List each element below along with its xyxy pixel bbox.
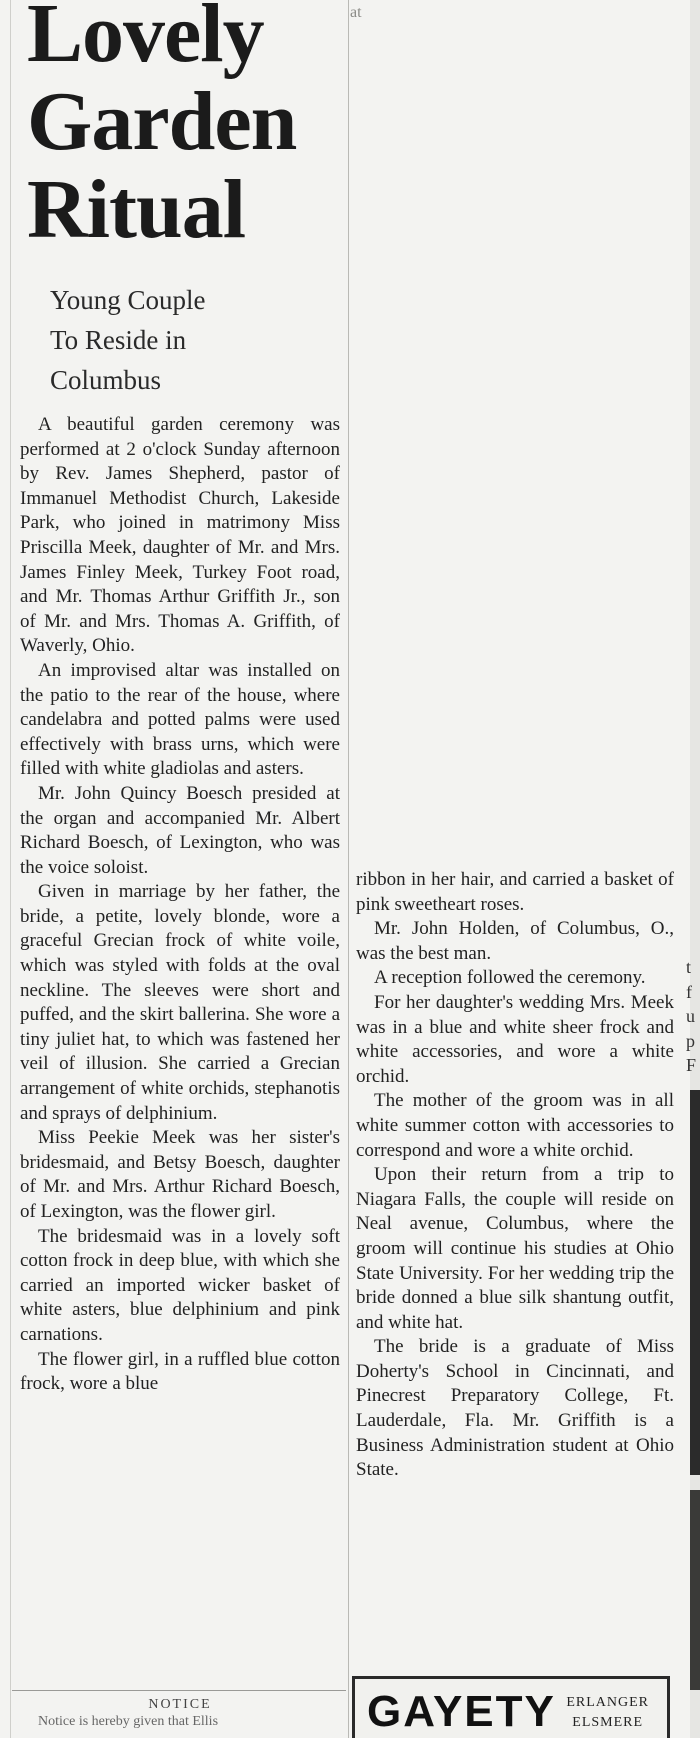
article-paragraph: The bride is a graduate of Miss Doherty's School in Cincinnati, and Pinecrest Preparatory College, Ft. Lauderdale, Fla. Mr. Griffith is a Business Administration student at Ohio State.	[356, 1336, 674, 1481]
adjacent-column-edge	[690, 0, 700, 1738]
subhead-line: To Reside in	[50, 325, 187, 355]
notice-text: Notice is hereby given that Ellis	[38, 1714, 219, 1729]
fragment-letter: F	[686, 1055, 697, 1076]
location-line: ERLANGER	[566, 1695, 649, 1710]
article-paragraph: The mother of the groom was in all white summer cotton with accessories to correspond and wore a white orchid.	[356, 1090, 674, 1161]
theater-location	[566, 1693, 649, 1733]
notice-divider	[12, 1690, 346, 1691]
subhead-line: Columbus	[50, 365, 162, 395]
column-divider	[348, 0, 349, 1738]
article-paragraph: ribbon in her hair, and carried a basket of pink sweetheart roses.	[356, 869, 674, 915]
article-paragraph: For her daughter's wedding Mrs. Meek was in a blue and white sheer frock and white accessories, and wore a white orchid.	[356, 991, 674, 1087]
subhead-line: Young Couple	[50, 285, 206, 315]
left-margin-rule	[10, 0, 11, 1738]
article-paragraph: An improvised altar was installed on the patio to the rear of the house, where candelabra and potted palms were used effectively with brass urns, which were filled with white gladiolas and asters.	[20, 659, 340, 780]
headline-line: Garden	[27, 75, 297, 168]
article-paragraph: A reception followed the ceremony.	[374, 967, 646, 989]
location-line: ELSMERE	[572, 1715, 644, 1730]
article-paragraph: Miss Peekie Meek was her sister's bridesmaid, and Betsy Boesch, daughter of Mr. and Mrs. Arthur Richard Boesch, of Lexington, was the flower girl.	[20, 1127, 340, 1222]
article-headline	[27, 0, 347, 254]
article-column-2	[356, 868, 674, 1483]
article-paragraph: The bridesmaid was in a lovely soft cotton frock in deep blue, with which she carried an imported wicker basket of white asters, blue delphinium and pink carnations.	[20, 1225, 340, 1345]
fragment-letter: t	[686, 957, 692, 977]
article-paragraph: Mr. John Holden, of Columbus, O., was the best man.	[356, 918, 674, 964]
article-paragraph: A beautiful garden ceremony was performed at 2 o'clock Sunday afternoon by Rev. James Shepherd, pastor of Immanuel Methodist Church, Lakeside Park, who joined in matrimony Miss Priscilla Meek, daughter of Mr. and Mrs. James Finley Meek, Turkey Foot road, and Mr. Thomas Arthur Griffith Jr., son of Mr. and Mrs. Thomas A. Griffith, of Waverly, Ohio.	[20, 414, 340, 657]
adjacent-ad-border	[690, 1090, 700, 1475]
theater-advertisement	[352, 1676, 670, 1738]
article-subhead	[50, 280, 340, 400]
article-paragraph: The flower girl, in a ruffled blue cotton frock, wore a blue	[20, 1348, 340, 1395]
headline-line: Lovely	[27, 0, 264, 80]
article-paragraph: Given in marriage by her father, the bride, a petite, lovely blonde, wore a graceful Grecian frock of white voile, which was styled with folds at the oval neckline. The sleeves were short and puffed, and the skirt ballerina. She wore a tiny juliet hat, to which was fastened her veil of illusion. She carried a Grecian arrangement of white orchids, stephanotis and sprays of delphinium.	[20, 881, 340, 1124]
article-paragraph: Mr. John Quincy Boesch presided at the organ and accompanied Mr. Albert Richard Boesch, of Lexington, who was the voice soloist.	[20, 782, 340, 878]
fragment-letter: f	[686, 981, 692, 1002]
adjacent-ad-border	[690, 1490, 700, 1690]
theater-name: GAYETY	[367, 1687, 556, 1736]
headline-line: Ritual	[27, 163, 246, 256]
adjacent-column-fragments	[686, 955, 700, 1078]
fragment-letter: u	[686, 1006, 695, 1027]
article-paragraph: Upon their return from a trip to Niagara Falls, the couple will reside on Neal avenue, Columbus, where the groom will continue his studies at Ohio State University. For her wedding trip the bride donned a blue silk shantung outfit, and white hat.	[356, 1164, 674, 1333]
adjacent-text-fragment: at	[350, 4, 362, 21]
article-column-1	[20, 413, 340, 1397]
notice-title: NOTICE	[148, 1697, 212, 1712]
fragment-letter: p	[686, 1030, 695, 1051]
